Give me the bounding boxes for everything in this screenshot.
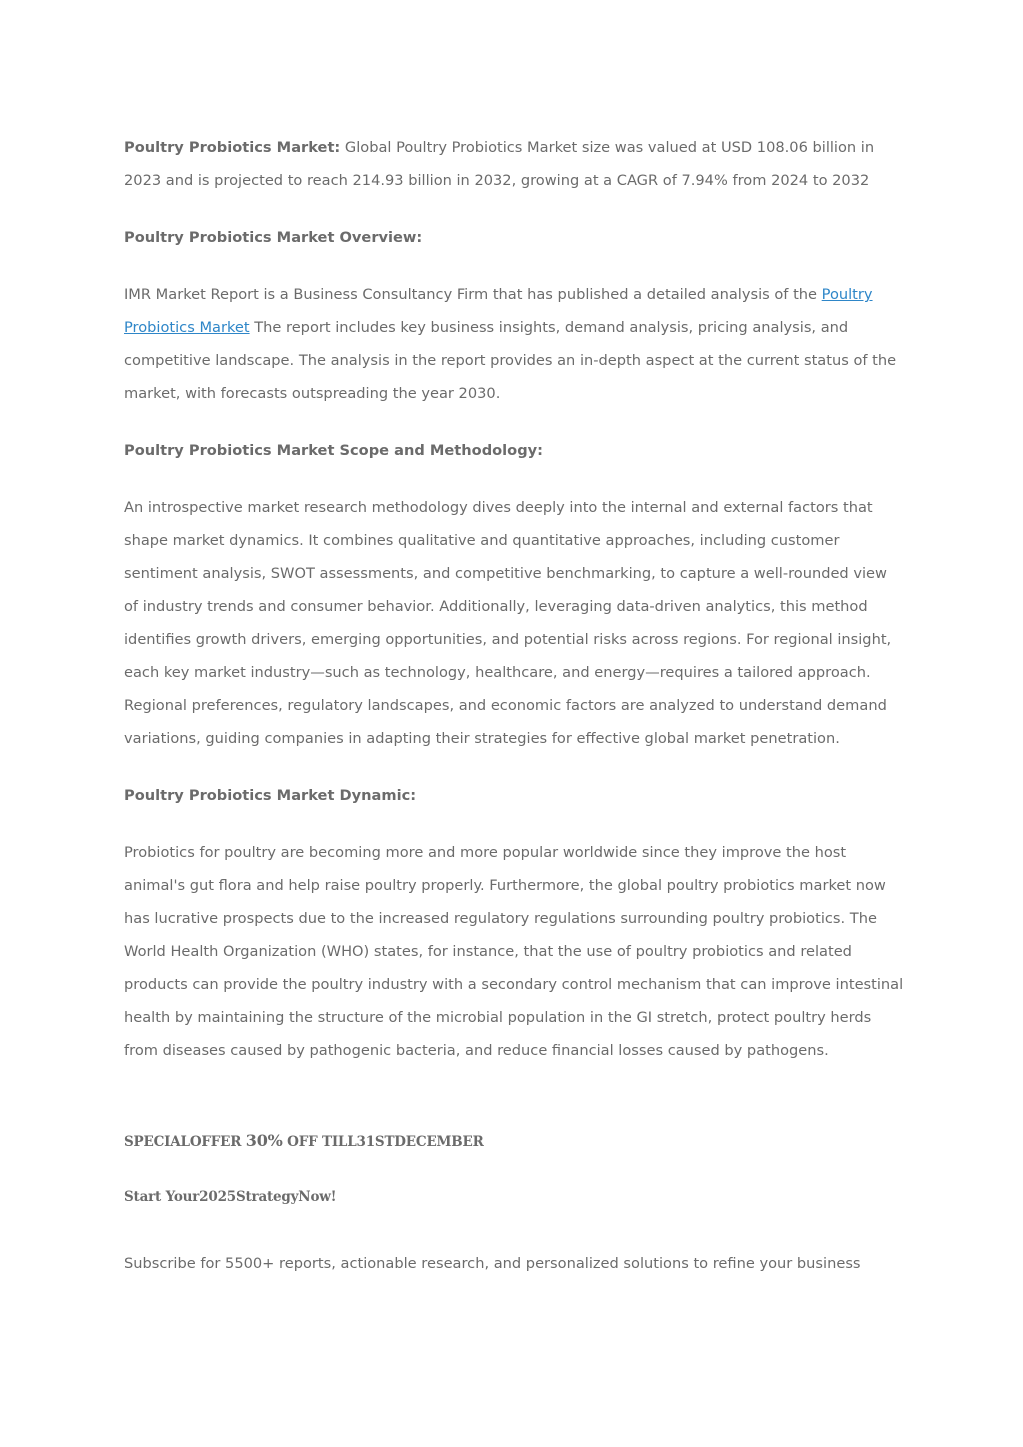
subscribe-paragraph: Subscribe for 5500+ reports, actionable research, and personalized solutions to refine your business [124, 1255, 861, 1272]
overview-text-before-link: IMR Market Report is a Business Consultancy Firm that has published a detailed analysis of the [124, 286, 822, 303]
intro-label: Poultry Probiotics Market: [124, 139, 341, 156]
offer-prefix: SPECIALOFFER [124, 1134, 246, 1150]
offer-percent: 30% [245, 1131, 283, 1150]
strategy-cta: Start Your2025StrategyNow! [124, 1189, 337, 1205]
intro-text: Global Poultry Probiotics Market size was valued at USD 108.06 billion in 2023 and is projected to reach 214.93 billion in 2032, growing at a CAGR of 7.94% from 2024 to 2032 [124, 139, 875, 189]
dynamic-paragraph: Probiotics for poultry are becoming more and more popular worldwide since they improve the host animal's gut flora and help raise poultry properly. Furthermore, the global poultry probiotics market now has lucrative prospects due to the increased regulatory regulations surrounding poultry probiotics. The World Health Organization (WHO) states, for instance, that the use of poultry probiotics and related products can provide the poultry industry with a secondary control mechanism that can improve intestinal health by maintaining the structure of the microbial population in the GI stretch, protect poultry herds from diseases caused by pathogenic bacteria, and reduce financial losses caused by pathogens. [124, 844, 904, 1059]
special-offer-line [124, 1124, 904, 1159]
dynamic-heading: Poultry Probiotics Market Dynamic: [124, 787, 417, 804]
offer-suffix: OFF TILL31STDECEMBER [282, 1134, 484, 1150]
overview-paragraph [124, 278, 904, 410]
overview-text-after-link: The report includes key business insights, demand analysis, pricing analysis, and competitive landscape. The analysis in the report provides an in-depth aspect at the current status of the market, with forecasts outspreading the year 2030. [124, 319, 897, 402]
scope-paragraph: An introspective market research methodology dives deeply into the internal and external factors that shape market dynamics. It combines qualitative and quantitative approaches, including customer sentiment analysis, SWOT assessments, and competitive benchmarking, to capture a well-rounded view of industry trends and consumer behavior. Additionally, leveraging data-driven analytics, this method identifies growth drivers, emerging opportunities, and potential risks across regions. For regional insight, each key market industry—such as technology, healthcare, and energy—requires a tailored approach. Regional preferences, regulatory landscapes, and economic factors are analyzed to understand demand variations, guiding companies in adapting their strategies for effective global market penetration. [124, 499, 892, 747]
overview-heading: Poultry Probiotics Market Overview: [124, 229, 423, 246]
intro-paragraph [124, 131, 904, 197]
poultry-probiotics-market-link[interactable]: Poultry Probiotics Market [124, 286, 873, 336]
scope-heading: Poultry Probiotics Market Scope and Methodology: [124, 442, 543, 459]
